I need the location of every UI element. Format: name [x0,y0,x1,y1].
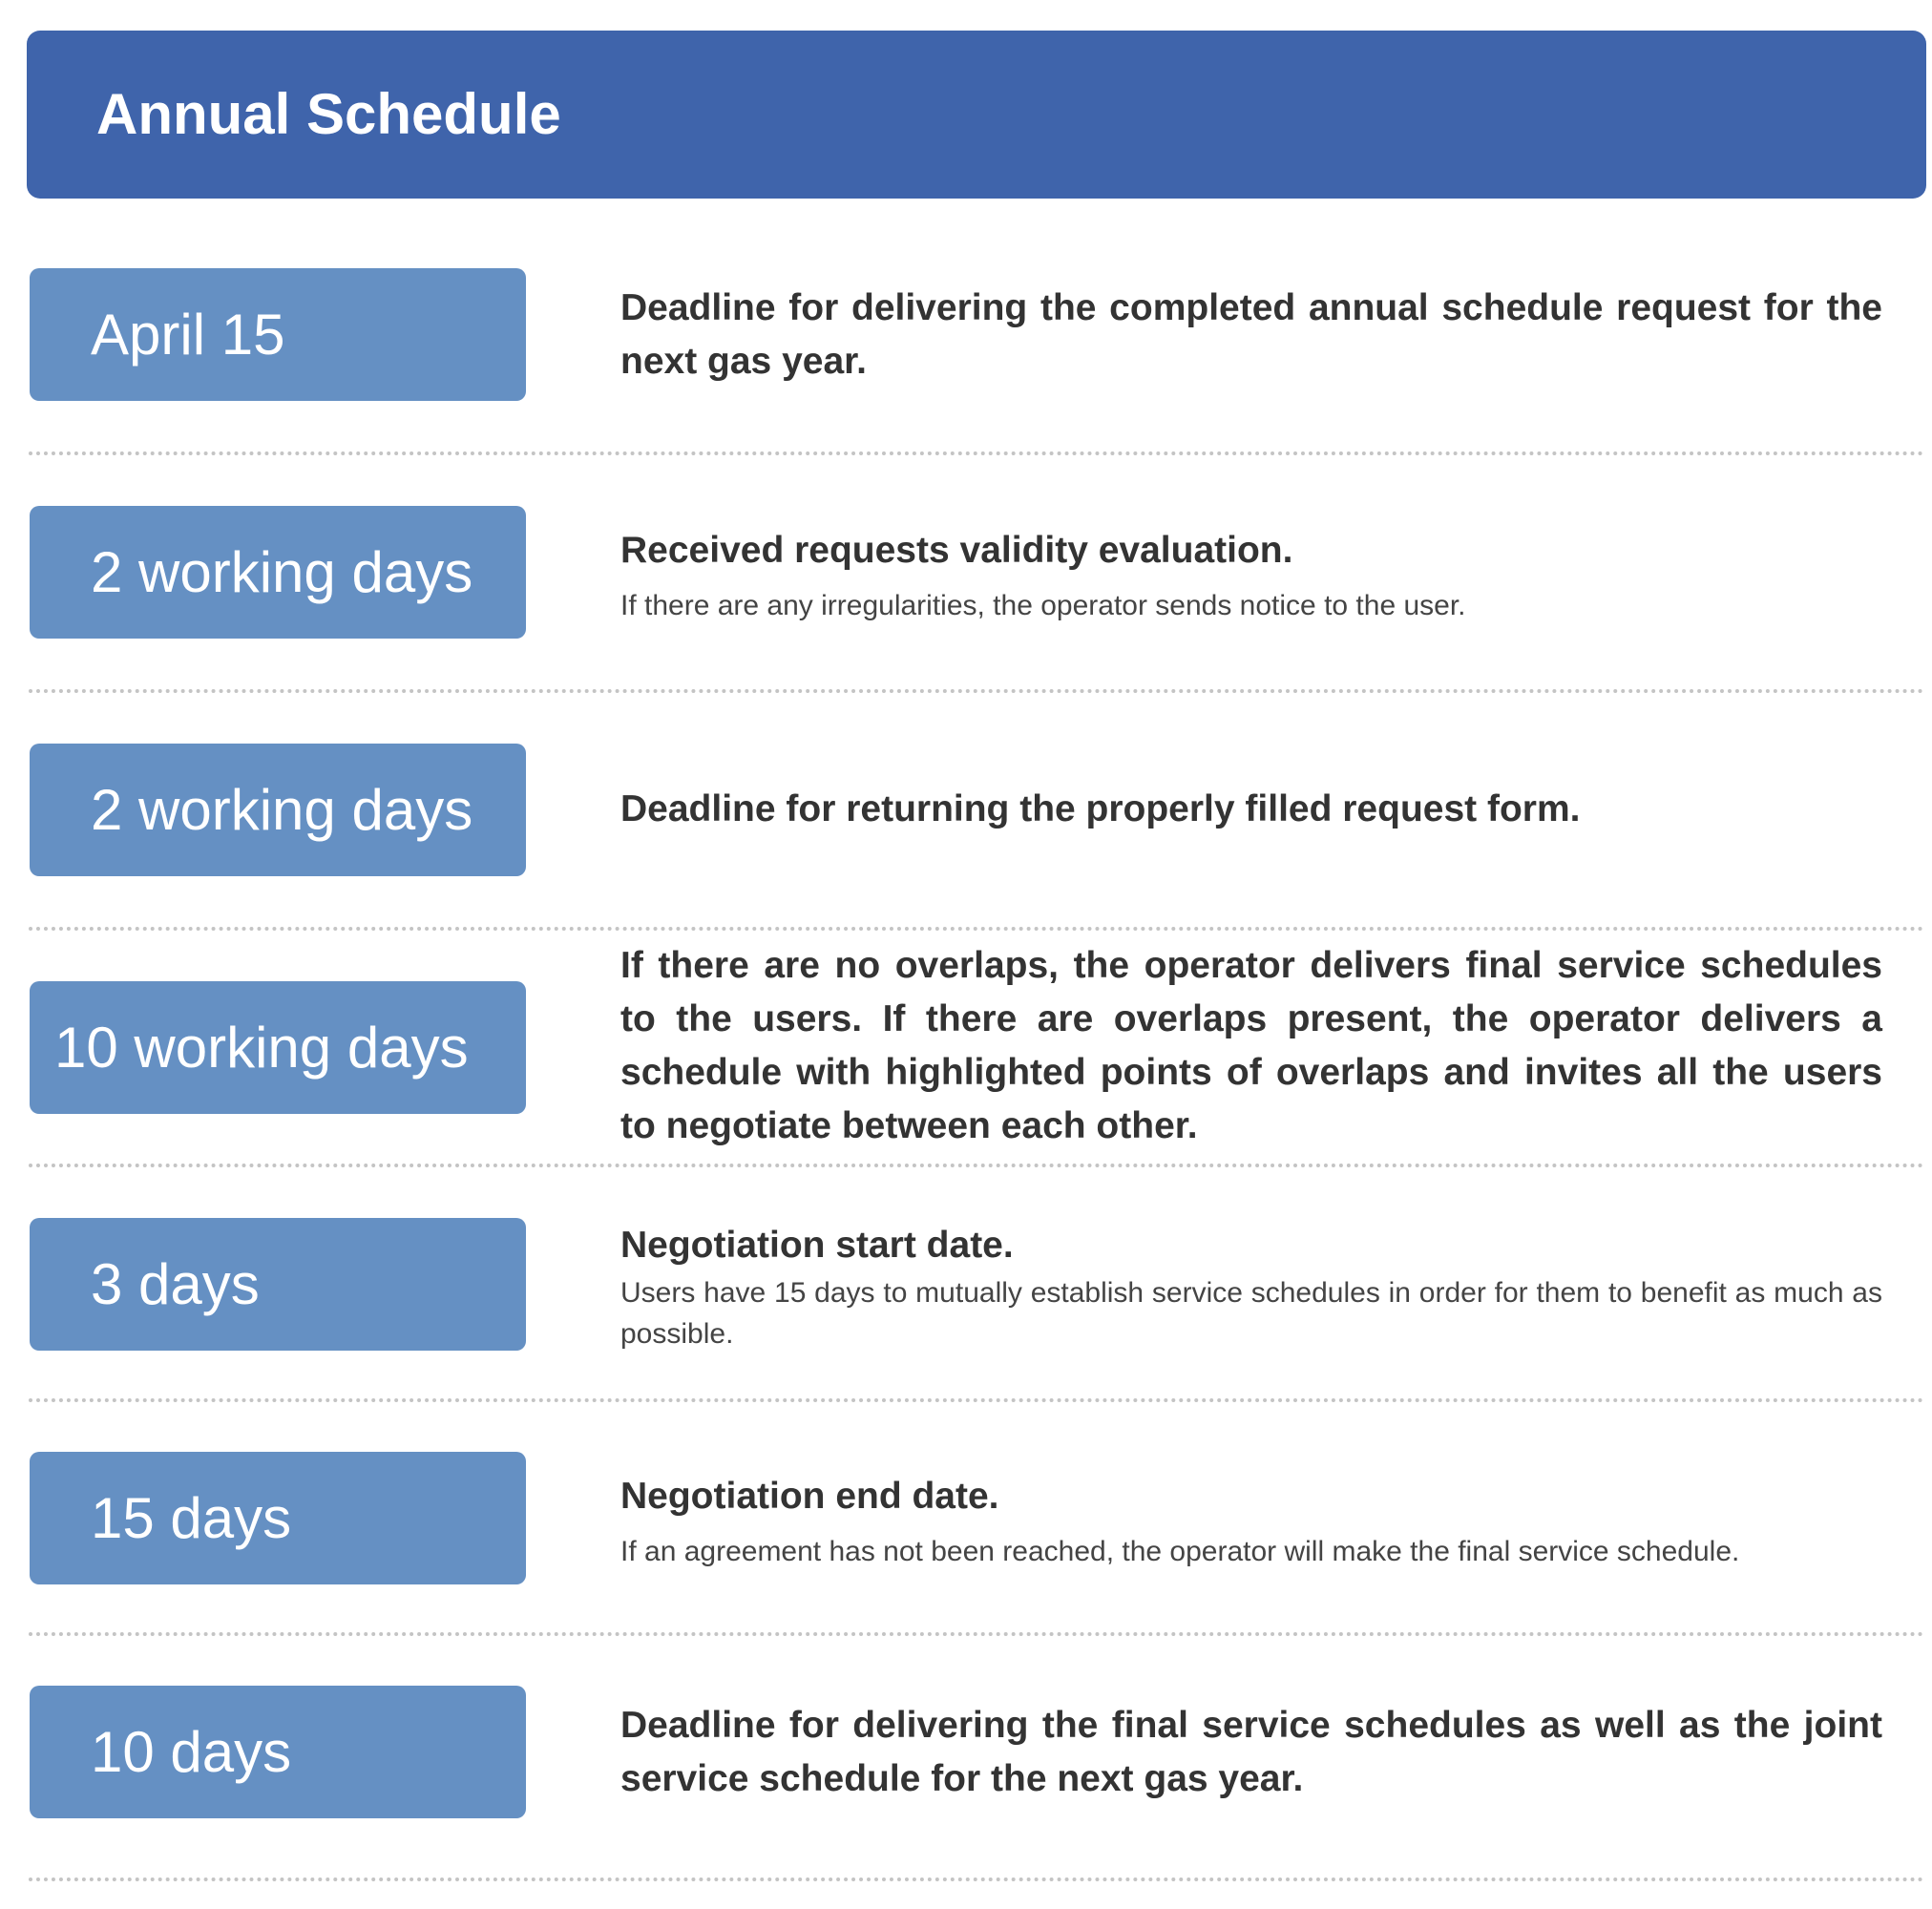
description-main: Received requests validity evaluation. [620,530,1293,571]
dotted-divider [29,451,1924,455]
description-main: Deadline for returning the properly filled request form. [620,788,1581,829]
description-sub: Users have 15 days to mutually establish service schedules in order for them to benefit as much as possible. [620,1277,1882,1350]
dotted-divider [29,1632,1924,1636]
timeline-badge-3-days: 3 days [30,1218,526,1351]
header-banner [27,31,1926,199]
timeline-description [620,282,1882,388]
timeline-description [620,939,1882,1153]
description-main: Negotiation end date. [620,1476,999,1517]
description-main: Negotiation start date. [620,1225,1014,1266]
timeline-badge-2-working-days: 2 working days [30,506,526,639]
dotted-divider [29,1164,1924,1167]
timeline-description [620,1699,1882,1806]
description-sub: If an agreement has not been reached, the operator will make the final service schedule. [620,1536,1740,1567]
timeline-description [620,524,1882,626]
dotted-divider [29,1398,1924,1402]
description-main: Deadline for delivering the final service schedules as well as the joint service schedule for the next gas year. [620,1705,1882,1799]
timeline-badge-april-15: April 15 [30,268,526,401]
timeline-badge-10-days: 10 days [30,1686,526,1818]
timeline-badge-2-working-days: 2 working days [30,744,526,876]
timeline-badge-15-days: 15 days [30,1452,526,1584]
description-main: If there are no overlaps, the operator delivers final service schedules to the users. If there are overlaps present, the operator delivers a schedule with highlighted points of overlaps and invites all the users to negotiate between each other. [620,945,1882,1146]
timeline-badge-10-working-days: 10 working days [30,981,526,1114]
dotted-divider [29,927,1924,931]
dotted-divider [29,1878,1924,1881]
dotted-divider [29,689,1924,693]
timeline-description [620,783,1882,836]
description-sub: If there are any irregularities, the operator sends notice to the user. [620,590,1466,621]
description-main: Deadline for delivering the completed annual schedule request for the next gas year. [620,287,1882,382]
timeline-description [620,1470,1882,1572]
page-title: Annual Schedule [96,82,561,146]
timeline-description [620,1219,1882,1354]
